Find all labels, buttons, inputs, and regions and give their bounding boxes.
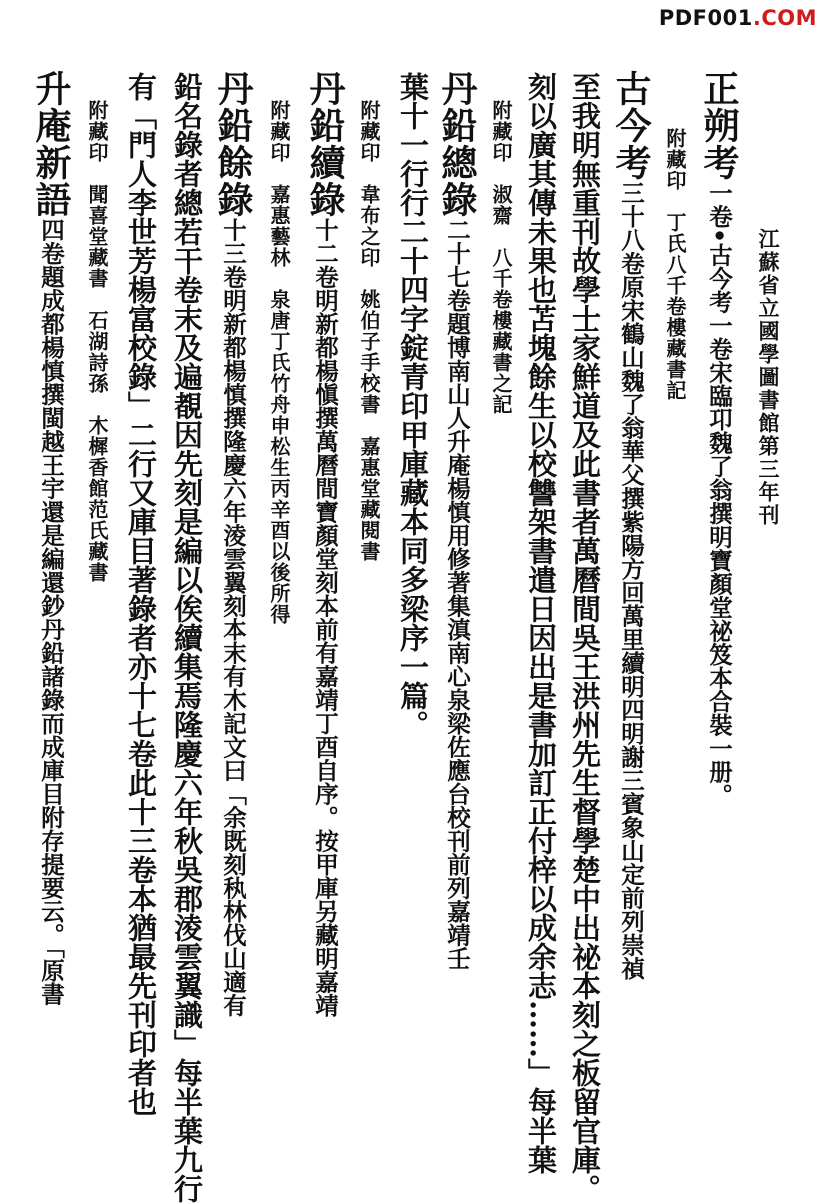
entry-text: 十二卷明新都楊愼撰萬曆間寶顏堂刻本前有嘉靖丁酉自序。按甲庫另藏明嘉靖 <box>311 218 339 1017</box>
entry-text: 一卷•古今考一卷宋臨卭魏了翁撰明寶顏堂祕笈本合裝一册。 <box>705 181 733 808</box>
entry-continuation: 至我明無重刊故學士家鮮道及此書者萬曆間吳王洪州先生督學楚中出祕本刻之板留官庫。 <box>568 72 602 1203</box>
watermark-part2: .COM <box>752 6 817 30</box>
entry-continuation: 有「門人李世芳楊富校錄」二行又庫目著錄者亦十七卷此十三卷本猶最先刊印者也 <box>124 72 158 1116</box>
entry-title: 丹鉛續錄 <box>304 70 346 218</box>
entry-text: 二十七卷題博南山人升庵楊慎用修著集滇南心泉梁佐應台校刊前列嘉靖壬 <box>443 218 471 970</box>
entry-gujin-kao <box>610 70 652 980</box>
entry-seals: 附藏印 嘉惠藝林 泉唐丁氏竹舟申松生丙辛酉以後所得 <box>267 100 291 625</box>
entry-text: 十三卷明新都楊慎撰隆慶六年淩雲翼刻本末有木記文曰「余既刻秇林伐山適有 <box>219 218 247 1017</box>
entry-continuation: 刻以廣其傳未果也苫塊餘生以校讐架書遣日因出是書加訂正付梓以成余志……」每半葉 <box>524 72 558 1174</box>
page-header: 江蘇省立國學圖書館第三年刊 <box>756 228 781 527</box>
entry-seals: 附藏印 淑齋 八千卷樓藏書之記 <box>489 100 513 415</box>
entry-danqian-yulu <box>212 70 254 1017</box>
entry-seals: 附藏印 韋布之印 姚伯子手校書 嘉惠堂藏閱書 <box>357 100 381 562</box>
entry-title: 古今考 <box>610 70 652 181</box>
entry-text: 四卷題成都楊慎撰閩越王宇還是編還鈔丹鉛諸錄而成庫目附存提要云。「原書 <box>37 218 65 1006</box>
watermark-part1: PDF001 <box>658 6 753 30</box>
entry-text: 三十八卷原宋鶴山魏了翁華父撰紫陽方回萬里續明四明謝三賓象山定前列崇禎 <box>617 181 645 980</box>
entry-seals: 附藏印 丁氏八千卷樓藏書記 <box>663 128 687 401</box>
entry-title: 升庵新語 <box>30 70 72 218</box>
entry-continuation: 鉛名錄者總若干卷末及遍覩因先刻是編以俟續集焉隆慶六年秋吳郡淩雲翼識」每半葉九行 <box>170 72 204 1203</box>
entry-title: 正朔考 <box>698 70 740 181</box>
entry-title: 丹鉛總錄 <box>436 70 478 218</box>
entry-danqian-xulu <box>304 70 346 1017</box>
entry-shengan-xinyu <box>30 70 72 1006</box>
entry-zhengshuo-kao <box>698 70 740 917</box>
entry-continuation: 葉十一行行二十四字錠青印甲庫藏本同多梁序一篇。 <box>396 72 430 739</box>
entry-danqian-zonglu <box>436 70 478 970</box>
entry-seals: 附藏印 聞喜堂藏書 石湖詩孫 木樨香館范氏藏書 <box>85 100 109 583</box>
entry-title: 丹鉛餘錄 <box>212 70 254 218</box>
